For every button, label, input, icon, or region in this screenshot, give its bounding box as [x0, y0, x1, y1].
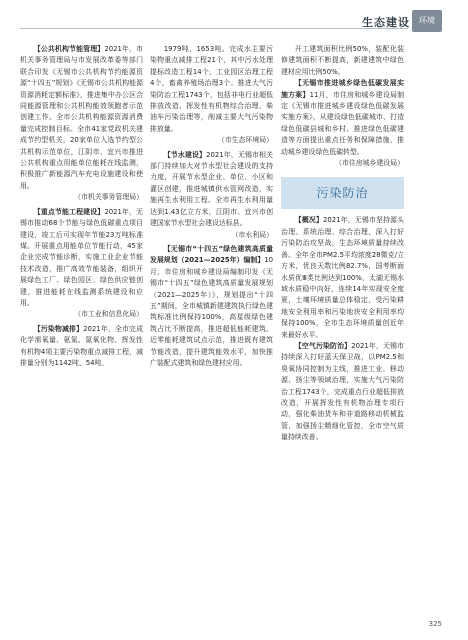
- article-paragraph: [20, 324, 143, 370]
- column-3: [281, 44, 404, 444]
- article-body: 2021年，无锡市持续深入打好蓝天保卫战，以PM2.5和臭氧协同控制为主线，推进工业、移动源、扬尘等领域治理，实施大气污染防治工程1743个，完成重点行业超低排放改造，开展挥发性有机物治理专项行动，强化柴油货车和非道路移动机械监管，加强扬尘精细化管控，全市空气质量持续改善。: [281, 341, 404, 442]
- article-body: 2021年，无锡市推动68个节能与绿色低碳重点项目建设，竣工后可实现年节能23万吨标准煤。开展重点用能单位节能行动，45家企业完成节能诊断，实施工业企业节能技术改造，推广高效节能装备，组织开展绿色工厂、绿色园区、绿色供应链创建，推进能耗在线监测系统建设和应用。: [20, 207, 143, 307]
- article-body: 2021年，无锡市坚持源头治理、系统治理、综合治理，深入打好污染防治攻坚战，生态环境质量持续改善。全年全市PM2.5平均浓度28微克/立方米，优良天数比例82.7%，国考断面水质优Ⅲ类比例达到100%，太湖无锡水域水质稳中向好，连续14年实现安全度夏，土壤环境质量总体稳定，受污染耕地安全利用率和污染地块安全利用率均保持100%，全市生态环境质量创近年来最好水平。: [281, 216, 404, 339]
- source-note: （市住房城乡建设局）: [335, 159, 404, 168]
- article-body: 2021年，全市完成化学需氧量、氨氮、氮氧化物、挥发性有机物4项主要污染物重点减排工程，减排量分别为1142吨、54吨、: [20, 324, 143, 367]
- source-note: （市水利局）: [231, 230, 273, 239]
- article-heading: 【重点节能工程建设】: [33, 207, 105, 216]
- article-body: 2021年，无锡市相关部门持续加大对节水型社会建设的支持力度，开展节水型企业、单位、小区和灌区创建，推进城镇供水管网改造，实施再生水利用工程。全市再生水利用量达到1.43亿立方米，江阴市、宜兴市创建国家节水型社会建设达标县。: [150, 150, 273, 228]
- article-paragraph: [281, 215, 404, 340]
- source-note: （市工业和信息化局）: [74, 310, 143, 319]
- column-2: [150, 44, 273, 369]
- article-body: 10月，市住房和城乡建设局编制印发《无锡市“十四五”绿色建筑高质量发展规划（2021—2025年）》，规划提出“十四五”期间，全市城镇新建建筑执行绿色建筑标准比例保持100%，高星级绿色建筑占比不断提高，推进超低能耗建筑、近零能耗建筑试点示范，推进既有建筑节能改造，提升建筑能效水平，加快推广装配式建筑和绿色建材应用。: [150, 256, 273, 367]
- section-title: 生态建设: [362, 16, 410, 29]
- article-heading: 【无锡市推进城乡绿色低碳发展实施方案】: [281, 79, 404, 99]
- section-logo: 环境: [412, 10, 442, 32]
- article-heading: 【无锡市“十四五”绿色建筑高质量发展规划（2021—2025年）编制】: [150, 244, 273, 265]
- column-1: [20, 44, 143, 369]
- article-body: 开工建筑面积比例50%，装配化装修建筑面积不断提高，新建建筑中绿色建材应用比例50%。: [281, 45, 404, 76]
- article-body: 1979吨、1653吨。完成水主要污染物重点减排工程21个，其中污水处理提标改造工程14个，工业园区治理工程4个，畜禽养殖场治理3个。推进大气污染防治工程1743个，包括非电行业超低排放改造、挥发性有机物综合治理、柴油车污染治理等，削减主要大气污染物排放量。: [150, 45, 273, 133]
- article-paragraph: [20, 44, 143, 192]
- article-heading: 【污染物减排】: [33, 324, 84, 333]
- source-note: （市生态环境局）: [217, 136, 273, 145]
- article-heading: 【概况】: [294, 216, 323, 225]
- article-paragraph: [281, 44, 404, 78]
- article-heading: 【公共机构节能管理】: [33, 45, 105, 53]
- article-paragraph: [281, 78, 404, 158]
- article-heading: 【节水建设】: [163, 150, 207, 159]
- header-rule: [20, 28, 408, 29]
- article-paragraph: [150, 44, 273, 135]
- page-number: 325: [428, 620, 442, 628]
- article-heading: 【空气污染防治】: [294, 341, 352, 350]
- article-paragraph: [150, 150, 273, 230]
- article-paragraph: [20, 207, 143, 310]
- article-body: 11月，市住房和城乡建设局制定《无锡市推进城乡建设绿色低碳发展实施方案》，从建设绿色低碳城市、打造绿色低碳县城和乡村、推进绿色低碳建造等方面提出重点任务和保障措施，推动城乡建设绿色低碳转型。: [281, 90, 404, 156]
- source-note: （市机关事务管理局）: [74, 193, 143, 202]
- section-banner: 污染防治: [281, 177, 404, 209]
- article-body: 2021年，市机关事务管理局与市发展改革委等部门联合印发《无锡市公共机构节约能源资源“十四五”规划》《无锡市公共机构能源资源消耗定额标准》，推进集中办公区合同能源管理和公共机构能效领跑者示范创建工作。全市公共机构能源资源消费量完成控制目标。全市41家党政机关建成节约型机关，20家单位入选节约型公共机构示范单位，江阴市、宜兴市推进公共机构重点用能单位能耗在线监测，积极推广新能源汽车充电设施建设和使用。: [20, 45, 143, 190]
- article-paragraph: [150, 244, 273, 369]
- article-paragraph: [281, 341, 404, 444]
